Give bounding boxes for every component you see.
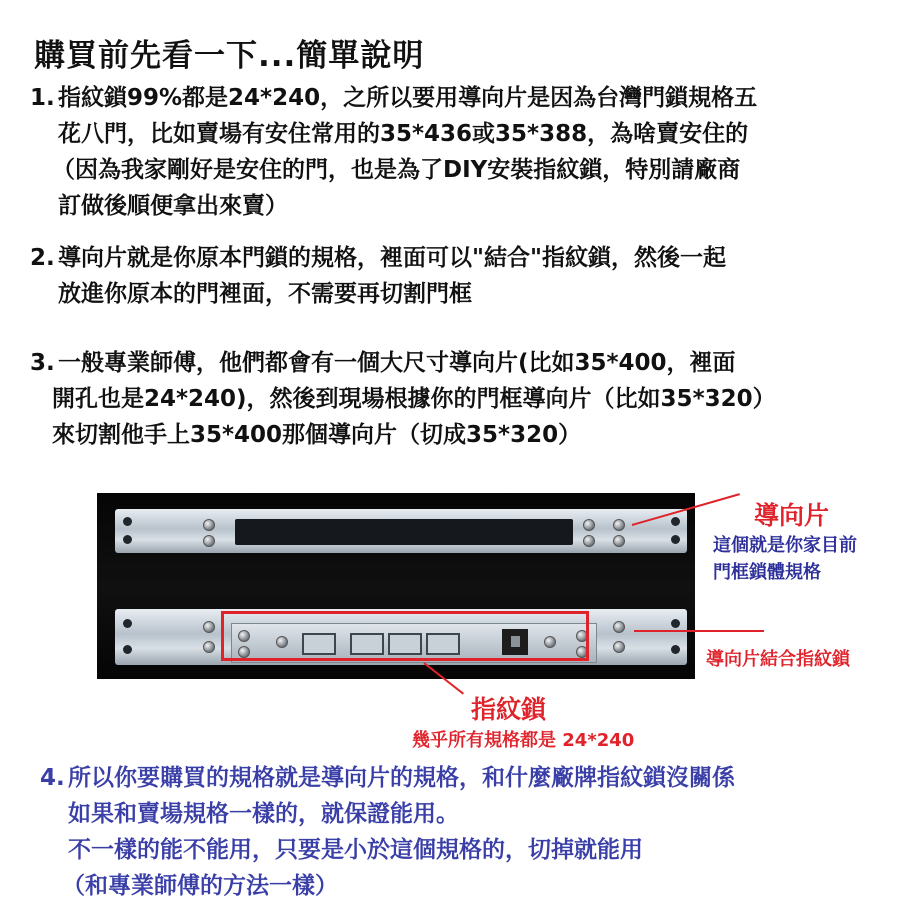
mount-hole xyxy=(123,619,132,628)
screw xyxy=(203,519,215,531)
mount-hole xyxy=(123,517,132,526)
screw xyxy=(613,519,625,531)
page-heading: 購買前先看一下...簡單說明 xyxy=(34,38,425,74)
screw xyxy=(203,535,215,547)
paragraph-2 xyxy=(30,240,726,312)
screw xyxy=(613,535,625,547)
mount-hole xyxy=(123,645,132,654)
paragraph-2-line: 導向片就是你原本門鎖的規格，裡面可以"結合"指紋鎖，然後一起 xyxy=(58,245,726,271)
paragraph-4-number: 4. xyxy=(40,765,65,791)
guide-plate-desc: 這個就是你家目前 xyxy=(713,535,857,556)
paragraph-3-line: 一般專業師傅，他們都會有一個大尺寸導向片(比如35*400，裡面 xyxy=(58,350,736,376)
paragraph-1-line: 訂做後順便拿出來賣） xyxy=(58,193,288,219)
paragraph-1-line: （因為我家剛好是安住的門，也是為了DIY安裝指紋鎖，特別請廠商 xyxy=(52,157,741,183)
guide-plate-desc: 門框鎖體規格 xyxy=(713,562,821,583)
fingerprint-lock-desc: 幾乎所有規格都是 24*240 xyxy=(412,730,635,751)
screw xyxy=(203,621,215,633)
guide-plate-title: 導向片 xyxy=(754,501,830,530)
combined-label: 導向片結合指紋鎖 xyxy=(706,649,850,670)
mount-hole xyxy=(671,535,680,544)
paragraph-3-line: 來切割他手上35*400那個導向片（切成35*320） xyxy=(52,422,582,448)
paragraph-3-number: 3. xyxy=(30,350,55,376)
paragraph-3-line: 開孔也是24*240)，然後到現場根據你的門框導向片（比如35*320） xyxy=(52,386,776,412)
paragraph-1-line: 指紋鎖99%都是24*240，之所以要用導向片是因為台灣門鎖規格五 xyxy=(58,85,758,111)
screw xyxy=(613,641,625,653)
mount-hole xyxy=(671,645,680,654)
mount-hole xyxy=(123,535,132,544)
paragraph-4-line: （和專業師傅的方法一樣） xyxy=(62,873,338,899)
screw xyxy=(203,641,215,653)
paragraph-4 xyxy=(40,760,735,904)
paragraph-3 xyxy=(30,345,776,453)
paragraph-4-line: 所以你要購買的規格就是導向片的規格，和什麼廠牌指紋鎖沒關係 xyxy=(68,765,735,791)
mount-hole xyxy=(671,517,680,526)
mount-hole xyxy=(671,619,680,628)
screw xyxy=(613,621,625,633)
fingerprint-lock-title: 指紋鎖 xyxy=(471,695,547,724)
lock-cutout xyxy=(235,519,573,545)
lock-highlight-box xyxy=(221,611,589,661)
paragraph-1-number: 1. xyxy=(30,85,55,111)
paragraph-2-line: 放進你原本的門裡面，不需要再切割門框 xyxy=(58,281,472,307)
paragraph-4-line: 如果和賣場規格一樣的，就保證能用。 xyxy=(68,801,459,827)
guide-plate-rail xyxy=(115,509,687,553)
paragraph-2-number: 2. xyxy=(30,245,55,271)
paragraph-1 xyxy=(30,80,757,224)
screw xyxy=(583,535,595,547)
paragraph-4-line: 不一樣的能不能用，只要是小於這個規格的，切掉就能用 xyxy=(68,837,643,863)
screw xyxy=(583,519,595,531)
combined-callout-line xyxy=(634,630,764,632)
paragraph-1-line: 花八門，比如賣場有安住常用的35*436或35*388，為啥賣安住的 xyxy=(58,121,749,147)
